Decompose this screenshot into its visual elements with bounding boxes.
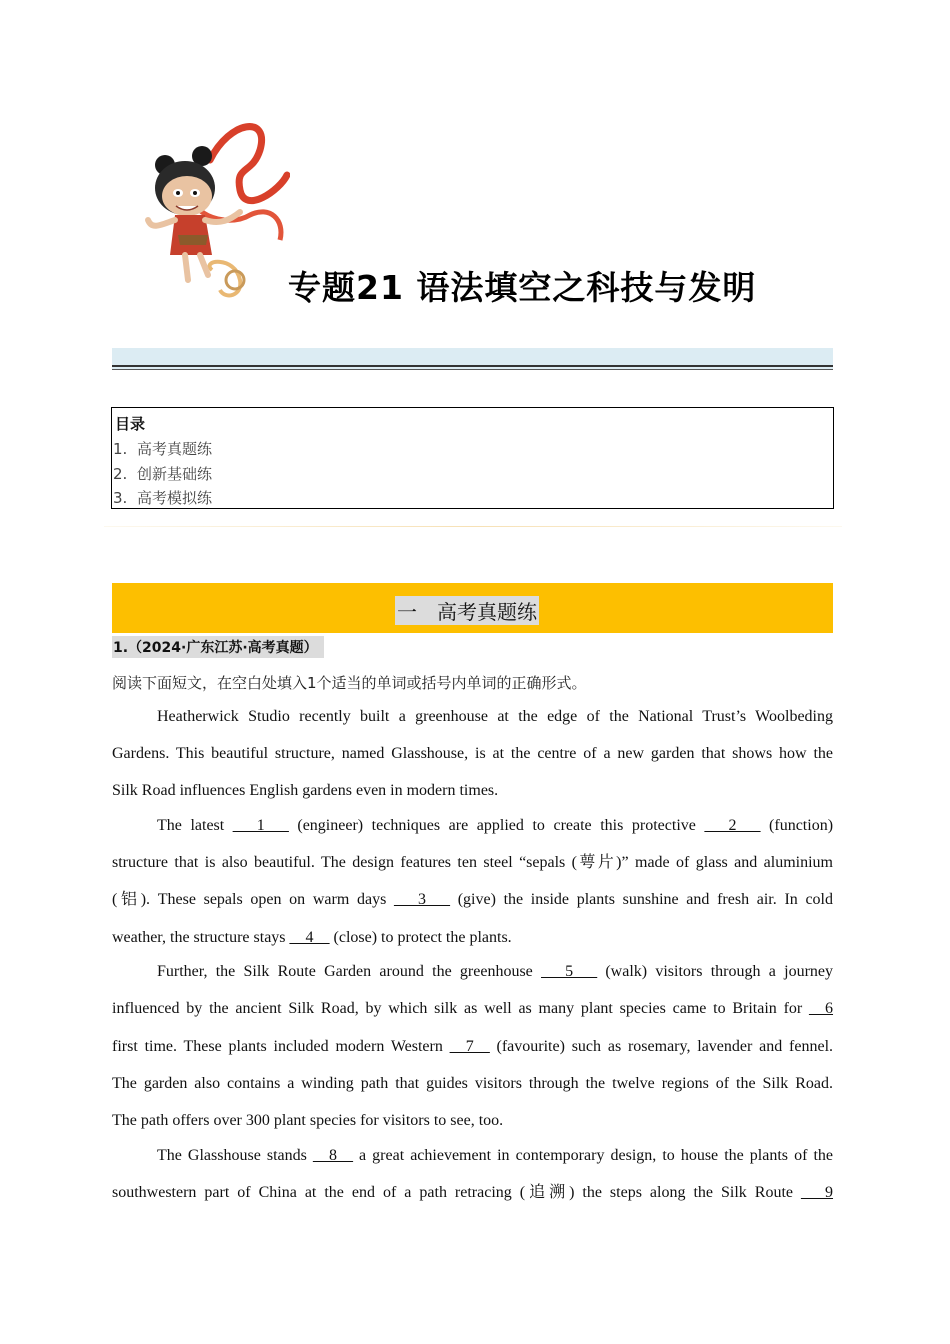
passage-line: structure that is also beautiful. The design features ten steel “sepals (萼片)” made of glass and aluminium	[112, 854, 833, 871]
divider-rule-thin	[112, 369, 833, 370]
toc-item-label: 高考模拟练	[137, 489, 213, 507]
mascot-illustration	[140, 120, 290, 302]
passage-line: The Glasshouse stands __8__ a great achievement in contemporary design, to house the plants of the	[157, 1147, 834, 1164]
toc-item-number: 1.	[113, 440, 128, 458]
passage-line: The garden also contains a winding path that guides visitors through the twelve regions of the Silk Road.	[112, 1075, 833, 1092]
divider-rule	[112, 365, 833, 367]
passage-line: The latest ___1___ (engineer) techniques are applied to create this protective ___2___ (function)	[157, 817, 834, 834]
toc-item-number: 3.	[113, 489, 128, 507]
toc-item[interactable]	[113, 463, 212, 484]
blank-7[interactable]: __7__	[449, 1038, 490, 1055]
toc-item[interactable]	[113, 438, 212, 459]
blank-3[interactable]: ___3___	[394, 891, 450, 908]
blank-5[interactable]: ___5___	[541, 963, 598, 980]
toc-item[interactable]	[113, 487, 212, 508]
section-title: 一 高考真题练	[395, 596, 539, 625]
toc-heading: 目录	[115, 415, 146, 433]
toc-item-label: 创新基础练	[137, 465, 213, 483]
passage-line: Gardens. This beautiful structure, named Glasshouse, is at the centre of a new garden that shows how the	[112, 745, 833, 762]
blank-2[interactable]: ___2___	[704, 817, 761, 834]
question-header: 1.（2024·广东江苏·高考真题）	[112, 636, 324, 658]
blank-9[interactable]: ___9	[801, 1184, 834, 1201]
blank-8[interactable]: __8__	[312, 1147, 353, 1164]
blank-4[interactable]: __4__	[289, 929, 330, 946]
passage-line: influenced by the ancient Silk Road, by which silk as well as many plant species came to Britain for __6	[112, 1000, 834, 1017]
passage-line: The path offers over 300 plant species for visitors to see, too.	[112, 1112, 504, 1129]
section-separator	[104, 526, 842, 527]
page-title: 专题21 语法填空之科技与发明	[288, 268, 757, 307]
toc-item-label: 高考真题练	[137, 440, 213, 458]
passage-line: Further, the Silk Route Garden around the greenhouse ___5___ (walk) visitors through a journey	[157, 963, 834, 980]
section-header-bar	[112, 583, 833, 633]
table-of-contents	[111, 407, 834, 509]
toc-item-number: 2.	[113, 465, 128, 483]
blank-6[interactable]: __6	[809, 1000, 834, 1017]
passage-line: weather, the structure stays __4__ (close) to protect the plants.	[112, 929, 512, 946]
header-divider-banner	[112, 348, 833, 370]
blank-1[interactable]: ___1___	[232, 817, 289, 834]
passage-line: (铝). These sepals open on warm days ___3___ (give) the inside plants sunshine and fresh air. In cold	[112, 891, 834, 908]
passage-line: southwestern part of China at the end of a path retracing (追溯) the steps along the Silk Route ___9	[112, 1184, 834, 1201]
question-instruction: 阅读下面短文，在空白处填入1个适当的单词或括号内单词的正确形式。	[112, 674, 587, 692]
passage-line: first time. These plants included modern Western __7__ (favourite) such as rosemary, lavender and fennel.	[112, 1038, 834, 1055]
passage-line: Heatherwick Studio recently built a greenhouse at the edge of the National Trust’s Woolbeding	[157, 708, 833, 725]
passage-line: Silk Road influences English gardens even in modern times.	[112, 782, 499, 799]
